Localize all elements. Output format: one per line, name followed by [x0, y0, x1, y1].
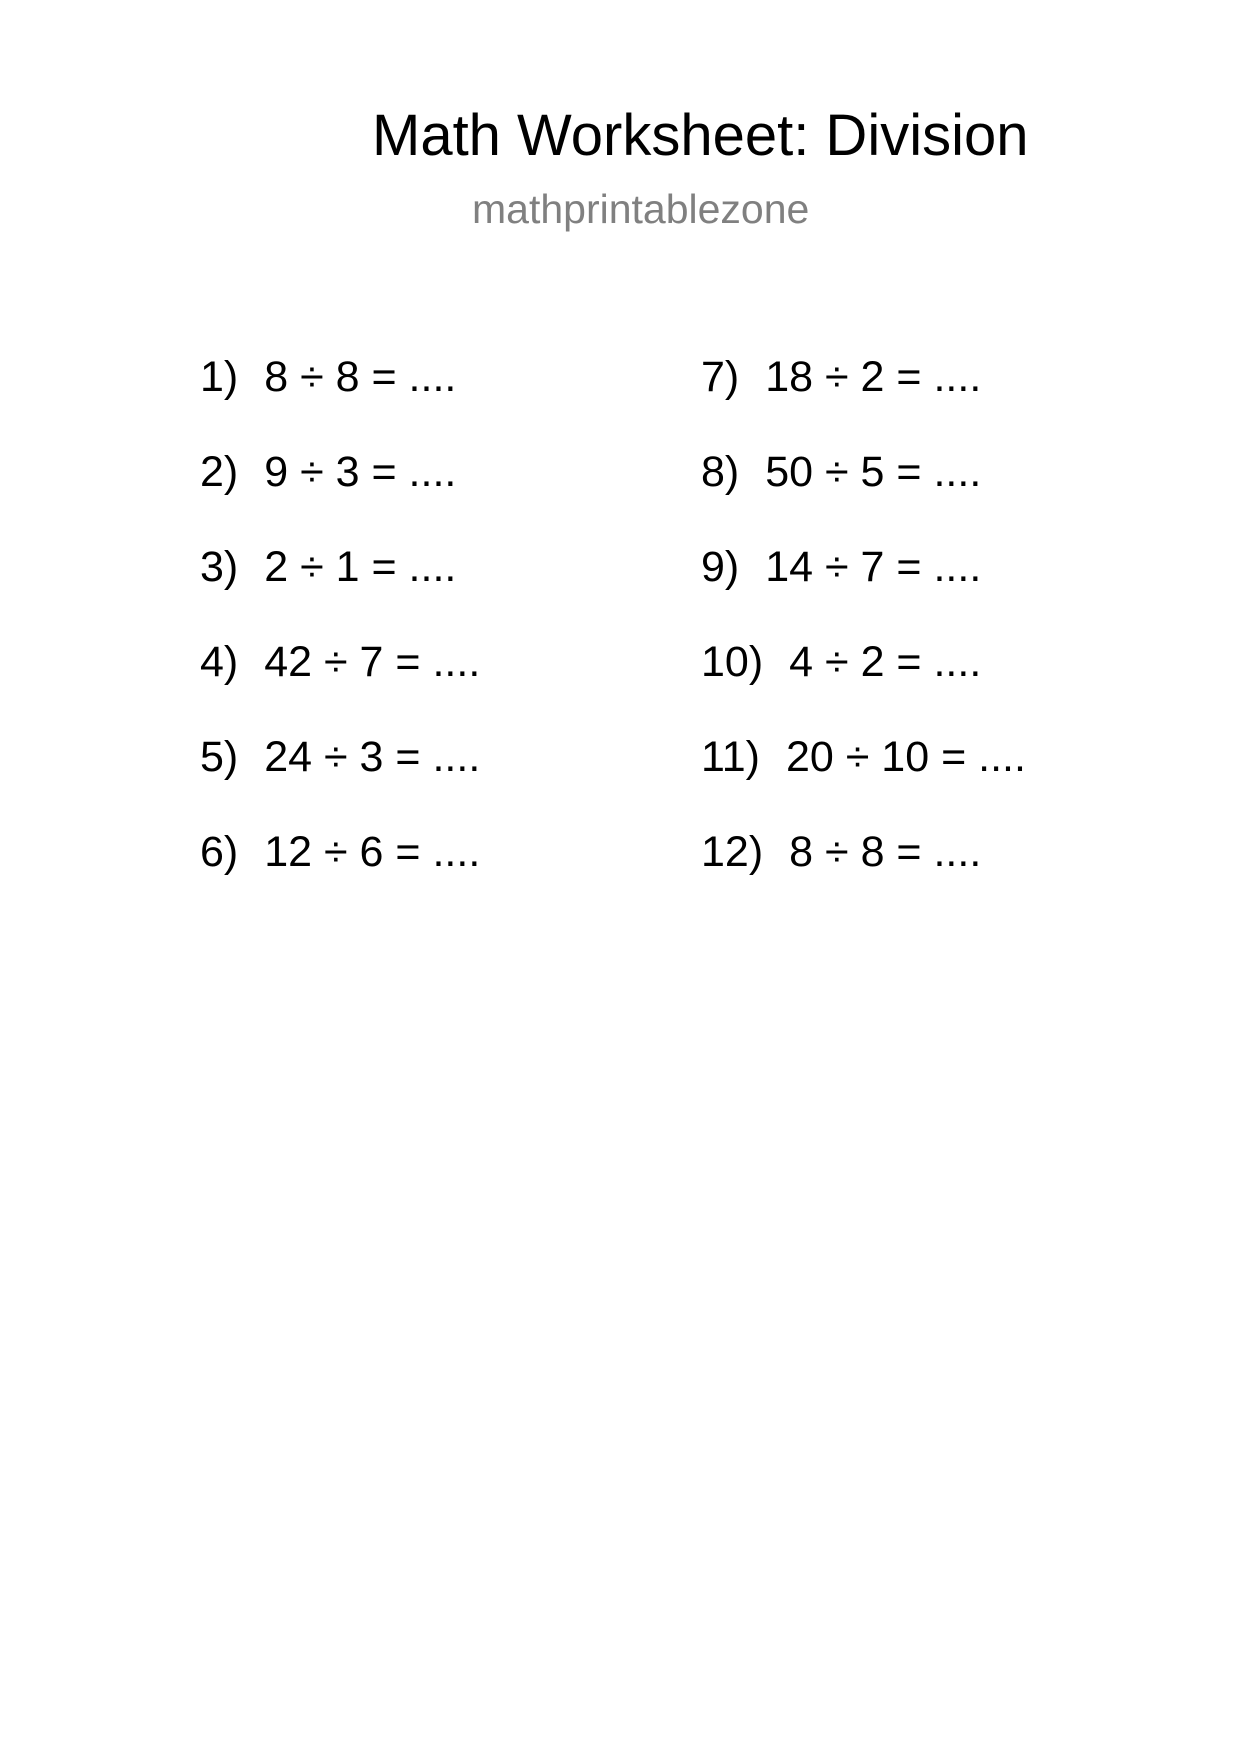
page-title: Math Worksheet: Division — [372, 103, 1029, 168]
problem-3 — [200, 540, 456, 594]
problem-number: 12) — [701, 828, 764, 876]
problem-number: 6) — [200, 828, 239, 876]
problem-8 — [701, 445, 981, 499]
problem-number: 1) — [200, 353, 239, 401]
problem-expression: 50 ÷ 5 = .... — [765, 448, 982, 496]
page-subtitle: mathprintablezone — [472, 186, 810, 232]
problem-expression: 8 ÷ 8 = .... — [789, 828, 982, 876]
problem-7 — [701, 350, 981, 404]
problem-number: 2) — [200, 448, 239, 496]
problem-expression: 20 ÷ 10 = .... — [785, 733, 1026, 781]
problem-4 — [200, 635, 480, 689]
problem-9 — [701, 540, 981, 594]
problem-expression: 2 ÷ 1 = .... — [264, 543, 457, 591]
problem-11 — [701, 730, 1026, 784]
problem-expression: 42 ÷ 7 = .... — [264, 638, 481, 686]
problem-expression: 18 ÷ 2 = .... — [765, 353, 982, 401]
problem-10 — [701, 635, 981, 689]
problem-number: 9) — [701, 543, 740, 591]
problem-6 — [200, 825, 480, 879]
problem-number: 10) — [701, 638, 764, 686]
problem-2 — [200, 445, 456, 499]
problem-expression: 14 ÷ 7 = .... — [765, 543, 982, 591]
problem-expression: 24 ÷ 3 = .... — [264, 733, 481, 781]
problem-number: 3) — [200, 543, 239, 591]
problem-number: 8) — [701, 448, 740, 496]
problem-number: 5) — [200, 733, 239, 781]
problem-12 — [701, 825, 981, 879]
problem-number: 7) — [701, 353, 740, 401]
problem-number: 4) — [200, 638, 239, 686]
problem-number: 11) — [701, 733, 760, 781]
problem-expression: 12 ÷ 6 = .... — [264, 828, 481, 876]
problem-expression: 8 ÷ 8 = .... — [264, 353, 457, 401]
problem-expression: 9 ÷ 3 = .... — [264, 448, 457, 496]
problem-expression: 4 ÷ 2 = .... — [789, 638, 982, 686]
problem-1 — [200, 350, 456, 404]
problem-5 — [200, 730, 480, 784]
